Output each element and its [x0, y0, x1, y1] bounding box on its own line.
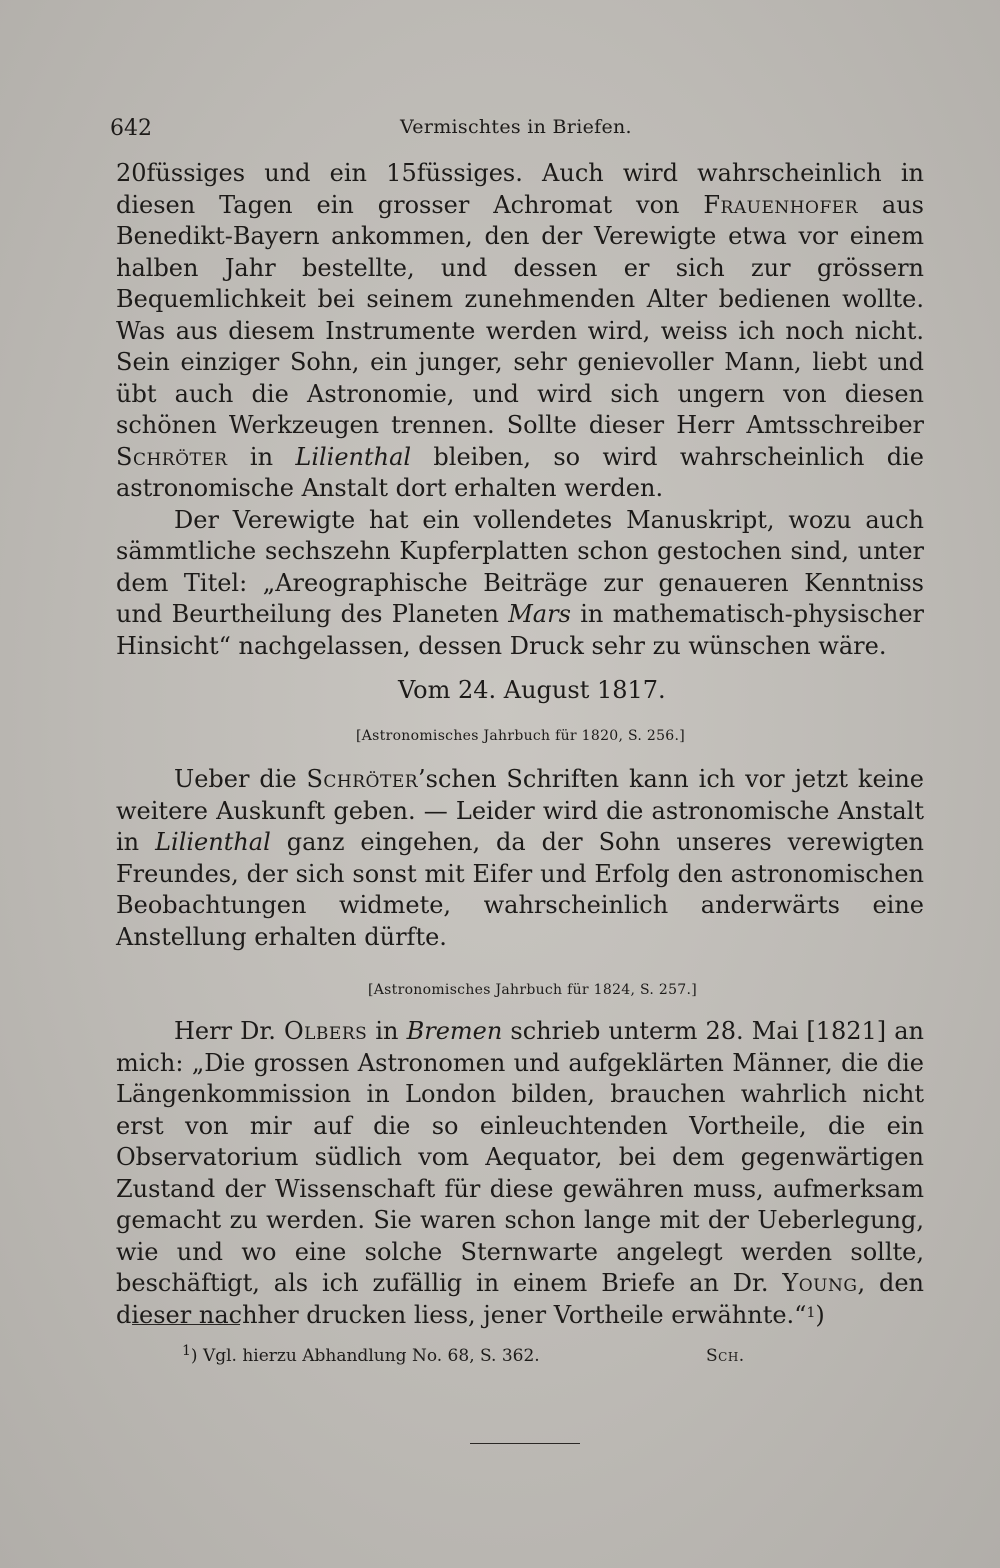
name-schroeter: Schröter [116, 442, 228, 471]
paragraph-4 [116, 1016, 924, 1331]
letter-1817-text [116, 764, 924, 953]
place-lilienthal-2: Lilienthal [155, 828, 271, 856]
paragraph-3-text-1: Ueber die [174, 765, 307, 793]
paragraph-2 [116, 505, 924, 663]
name-frauenhofer: Frauenhofer [703, 190, 858, 219]
end-rule [470, 1443, 580, 1444]
footnote-text: ) Vgl. hierzu Abhandlung No. 68, S. 362. [190, 1346, 540, 1366]
paragraph-1-text-3: in [227, 442, 296, 471]
paragraph-2-text-1: Der Verewigte hat ein vollendetes Manuskript, wozu auch sämmtliche sechszehn Kupferplatten schon gestochen sind, unter dem Titel: „Areographische Beiträge zur genaueren Kenntniss und Beurtheilung des Planeten [116, 505, 924, 628]
main-text-block [116, 158, 924, 662]
paragraph-4-text-4: , den dieser nachher drucken liess, jener Vortheile erwähnte.“ [116, 1269, 925, 1329]
footnote [182, 1343, 782, 1374]
paragraph-4-text-2: in [367, 1017, 407, 1045]
footnote-reference[interactable]: 1 [806, 1304, 816, 1321]
name-young: Young [782, 1269, 858, 1297]
paragraph-3 [116, 764, 924, 953]
page-number: 642 [110, 116, 152, 141]
paragraph-2-text-2: in mathematisch-physischer Hinsicht“ nachgelassen, dessen Druck sehr zu wünschen wäre. [116, 600, 924, 660]
place-bremen: Bremen [406, 1017, 503, 1045]
planet-mars: Mars [508, 600, 571, 628]
paragraph-1-text-4: bleiben, so wird wahrscheinlich die astronomische Anstalt dort erhalten werden. [116, 442, 925, 502]
name-olbers: Olbers [283, 1017, 368, 1045]
page-header [110, 116, 910, 150]
paragraph-1-text-2: aus Benedikt-Bayern ankommen, den der Verewigte etwa vor einem halben Jahr bestellte, und dessen er sich zur grössern Bequemlichkeit bei seinem zunehmenden Alter bedienen wollte. Was aus diesem Instrumente werden wird, weiss ich noch nicht. Sein einziger Sohn, ein junger, sehr genievoller Mann, liebt und übt auch die Astronomie, und wird sich ungern von diesen schönen Werkzeugen trennen. Sollte dieser Herr Amtsschreiber [116, 190, 924, 439]
paragraph-4-text-3: schrieb unterm 28. Mai [1821] an mich: „Die grossen Astronomen und aufgeklärten Männer, die die Längenkommission in London bilden, brauchen wahrlich nicht erst von mir auf die so einleuchtenden Vortheile, die ein Observatorium südlich vom Aequator, bei dem gegenwärtigen Zustand der Wissenschaft für diese gewähren muss, aufmerksam gemacht zu werden. Sie waren schon lange mit der Ueberlegung, wie und wo eine solche Sternwarte angelegt werden sollte, beschäftigt, als ich zufällig in einem Briefe an Dr. [116, 1017, 925, 1297]
paragraph-3-text-2: ’schen Schriften kann ich vor jetzt keine weitere Auskunft geben. — Leider wird die astronomische Anstalt in [116, 765, 925, 856]
letter-1821-text [116, 1016, 924, 1331]
running-title: Vermischtes in Briefen. [400, 116, 632, 138]
source-note-1824: [Astronomisches Jahrbuch für 1824, S. 257.] [368, 982, 698, 998]
footnote-reference-close: ) [815, 1300, 825, 1329]
footnote-signature: Sch. [706, 1346, 745, 1366]
name-schroeter-2: Schröter [306, 765, 419, 793]
paragraph-3-text-3: ganz eingehen, da der Sohn unseres verewigten Freundes, der sich sonst mit Eifer und Erfolg den astronomischen Beobachtungen widmete, wahrscheinlich anderwärts eine Anstellung erhalten dürfte. [116, 828, 925, 951]
footnote-marker: 1 [182, 1343, 191, 1359]
paragraph-1-text-1: 20füssiges und ein 15füssiges. Auch wird wahrscheinlich in diesen Tagen ein grosser Achromat von [116, 159, 924, 219]
place-lilienthal: Lilienthal [295, 442, 412, 471]
footnote-main [182, 1343, 540, 1366]
footnote-separator [132, 1324, 240, 1325]
source-note-1820: [Astronomisches Jahrbuch für 1820, S. 256.] [356, 728, 686, 744]
paragraph-1 [116, 158, 924, 505]
paragraph-4-text-1: Herr Dr. [174, 1017, 284, 1045]
section-title: Vom 24. August 1817. [398, 676, 666, 704]
